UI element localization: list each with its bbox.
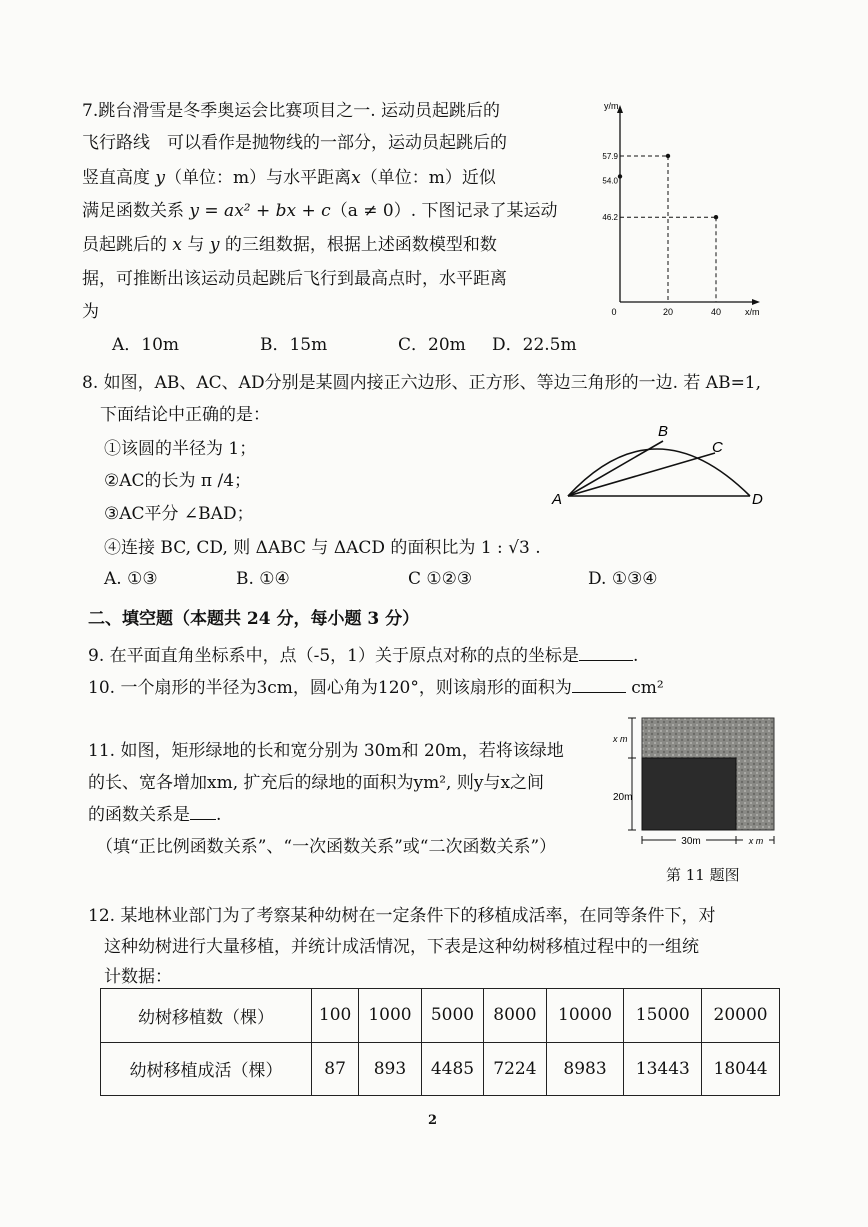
chart-marks xyxy=(618,154,718,302)
q10-answer-blank[interactable] xyxy=(572,674,626,693)
q7-line-2: 飞行路线 可以看作是抛物线的一部分，运动员起跳后的 xyxy=(82,133,507,153)
q8-arc-figure xyxy=(550,420,770,515)
table-row xyxy=(101,1042,780,1096)
top-x-label: x m xyxy=(613,734,628,744)
q12-data-table xyxy=(100,988,780,1096)
point-d-label: D xyxy=(752,491,763,508)
q11-line-4: （填“正比例函数关系”、“一次函数关系”或“二次函数关系”） xyxy=(96,837,557,857)
table-cell: 8000 xyxy=(484,989,546,1043)
q9-answer-blank[interactable] xyxy=(579,642,633,661)
q8-statement-3: ③AC平分 ∠BAD； xyxy=(104,504,254,524)
q8-statement-1: ①该圆的半径为 1； xyxy=(104,439,257,459)
table-cell: 87 xyxy=(312,1042,359,1096)
q11-line-2: 的长、宽各增加xm, 扩充后的绿地的面积为ym², 则y与x之间 xyxy=(88,773,545,793)
q10-text: 10. 一个扇形的半径为3cm，圆心角为120°，则该扇形的面积为 cm² xyxy=(88,674,664,701)
table-cell: 893 xyxy=(359,1042,421,1096)
q8-option-a: A. ①③ xyxy=(104,569,158,589)
data-point-0 xyxy=(618,174,622,178)
point-c-label: C xyxy=(712,439,723,456)
data-point-2 xyxy=(714,215,718,219)
x-axis-arrow xyxy=(752,299,760,305)
x-tick-0: 0 xyxy=(611,307,617,317)
table-cell: 13443 xyxy=(624,1042,702,1096)
q11-line-3: 的函数关系是 . xyxy=(88,801,221,828)
table-cell: 15000 xyxy=(624,989,702,1043)
q7-line-5: 员起跳后的 x 与 y 的三组数据，根据上述函数模型和数 xyxy=(82,235,497,255)
q11-answer-blank[interactable] xyxy=(190,801,216,820)
q7-line-7: 为 xyxy=(82,302,99,322)
q7-chart xyxy=(590,95,770,320)
table-cell: 8983 xyxy=(546,1042,624,1096)
table-cell: 5000 xyxy=(421,989,483,1043)
length-30m-label: 30m xyxy=(681,836,701,847)
x-axis-label: x/m xyxy=(745,307,760,317)
q11-rectangle-figure xyxy=(612,712,780,847)
table-row-header: 幼树移植成活（棵） xyxy=(101,1042,312,1096)
q9-text: 9. 在平面直角坐标系中，点（-5，1）关于原点对称的点的坐标是 . xyxy=(88,642,638,669)
y-tick-57-9: 57.9 xyxy=(602,151,618,161)
chord-ab xyxy=(568,441,663,496)
q12-line-2: 这种幼树进行大量移植，并统计成活情况，下表是这种幼树移植过程中的一组统 xyxy=(104,937,699,957)
table-cell: 4485 xyxy=(421,1042,483,1096)
circle-arc xyxy=(568,449,750,496)
q7-option-d: D．22.5m xyxy=(492,335,577,355)
q7-option-b: B．15m xyxy=(260,335,328,355)
table-row xyxy=(101,989,780,1043)
table-row-header: 幼树移植数（棵） xyxy=(101,989,312,1043)
x-tick-20: 20 xyxy=(662,307,674,317)
q8-option-b: B. ①④ xyxy=(236,569,290,589)
q7-line-6: 据，可推断出该运动员起跳后飞行到最高点时，水平距离 xyxy=(82,269,507,289)
y-tick-54-0: 54.0 xyxy=(602,176,618,186)
width-20m-label: 20m xyxy=(613,792,633,803)
page-number: 2 xyxy=(428,1113,438,1128)
original-green-area xyxy=(642,758,736,830)
right-x-label: x m xyxy=(748,836,764,846)
data-point-1 xyxy=(666,154,670,158)
q8-line-2: 下面结论中正确的是： xyxy=(100,405,270,425)
q7-option-c: C．20m xyxy=(398,335,466,355)
q7-line-3: 竖直高度 y（单位：m）与水平距离x（单位：m）近似 xyxy=(82,168,496,188)
x-tick-40: 40 xyxy=(710,307,722,317)
q8-option-c: C ①②③ xyxy=(408,569,473,589)
q8-statement-4: ④连接 BC, CD, 则 ΔABC 与 ΔACD 的面积比为 1 : √3 . xyxy=(104,538,541,558)
q8-line-1: 8. 如图，AB、AC、AD分别是某圆内接正六边形、正方形、等边三角形的一边. 若 AB=1, xyxy=(82,373,762,393)
q8-option-d: D. ①③④ xyxy=(588,569,658,589)
q12-line-1: 12. 某地林业部门为了考察某种幼树在一定条件下的移植成活率，在同等条件下，对 xyxy=(88,906,716,926)
table-cell: 10000 xyxy=(546,989,624,1043)
y-tick-46-2: 46.2 xyxy=(602,213,618,223)
table-cell: 1000 xyxy=(359,989,421,1043)
table-cell: 20000 xyxy=(702,989,780,1043)
table-cell: 100 xyxy=(312,989,359,1043)
q7-option-a: A．10m xyxy=(112,335,180,355)
table-cell: 18044 xyxy=(702,1042,780,1096)
q12-line-3: 计数据： xyxy=(104,967,172,987)
q7-line-1: 7.跳台滑雪是冬季奥运会比赛项目之一. 运动员起跳后的 xyxy=(82,101,501,121)
section-2-title: 二、填空题（本题共 24 分，每小题 3 分） xyxy=(88,609,420,629)
q11-figure-caption: 第 11 题图 xyxy=(666,866,740,884)
q11-line-1: 11. 如图，矩形绿地的长和宽分别为 30m和 20m，若将该绿地 xyxy=(88,741,564,761)
point-b-label: B xyxy=(658,423,669,440)
point-a-label: A xyxy=(552,491,563,508)
table-cell: 7224 xyxy=(484,1042,546,1096)
y-axis-label: y/m xyxy=(604,101,619,111)
q7-line-4: 满足函数关系 y = ax² + bx + c（a ≠ 0）. 下图记录了某运动 xyxy=(82,201,558,221)
q8-statement-2: ②AC的长为 π /4； xyxy=(104,471,252,491)
